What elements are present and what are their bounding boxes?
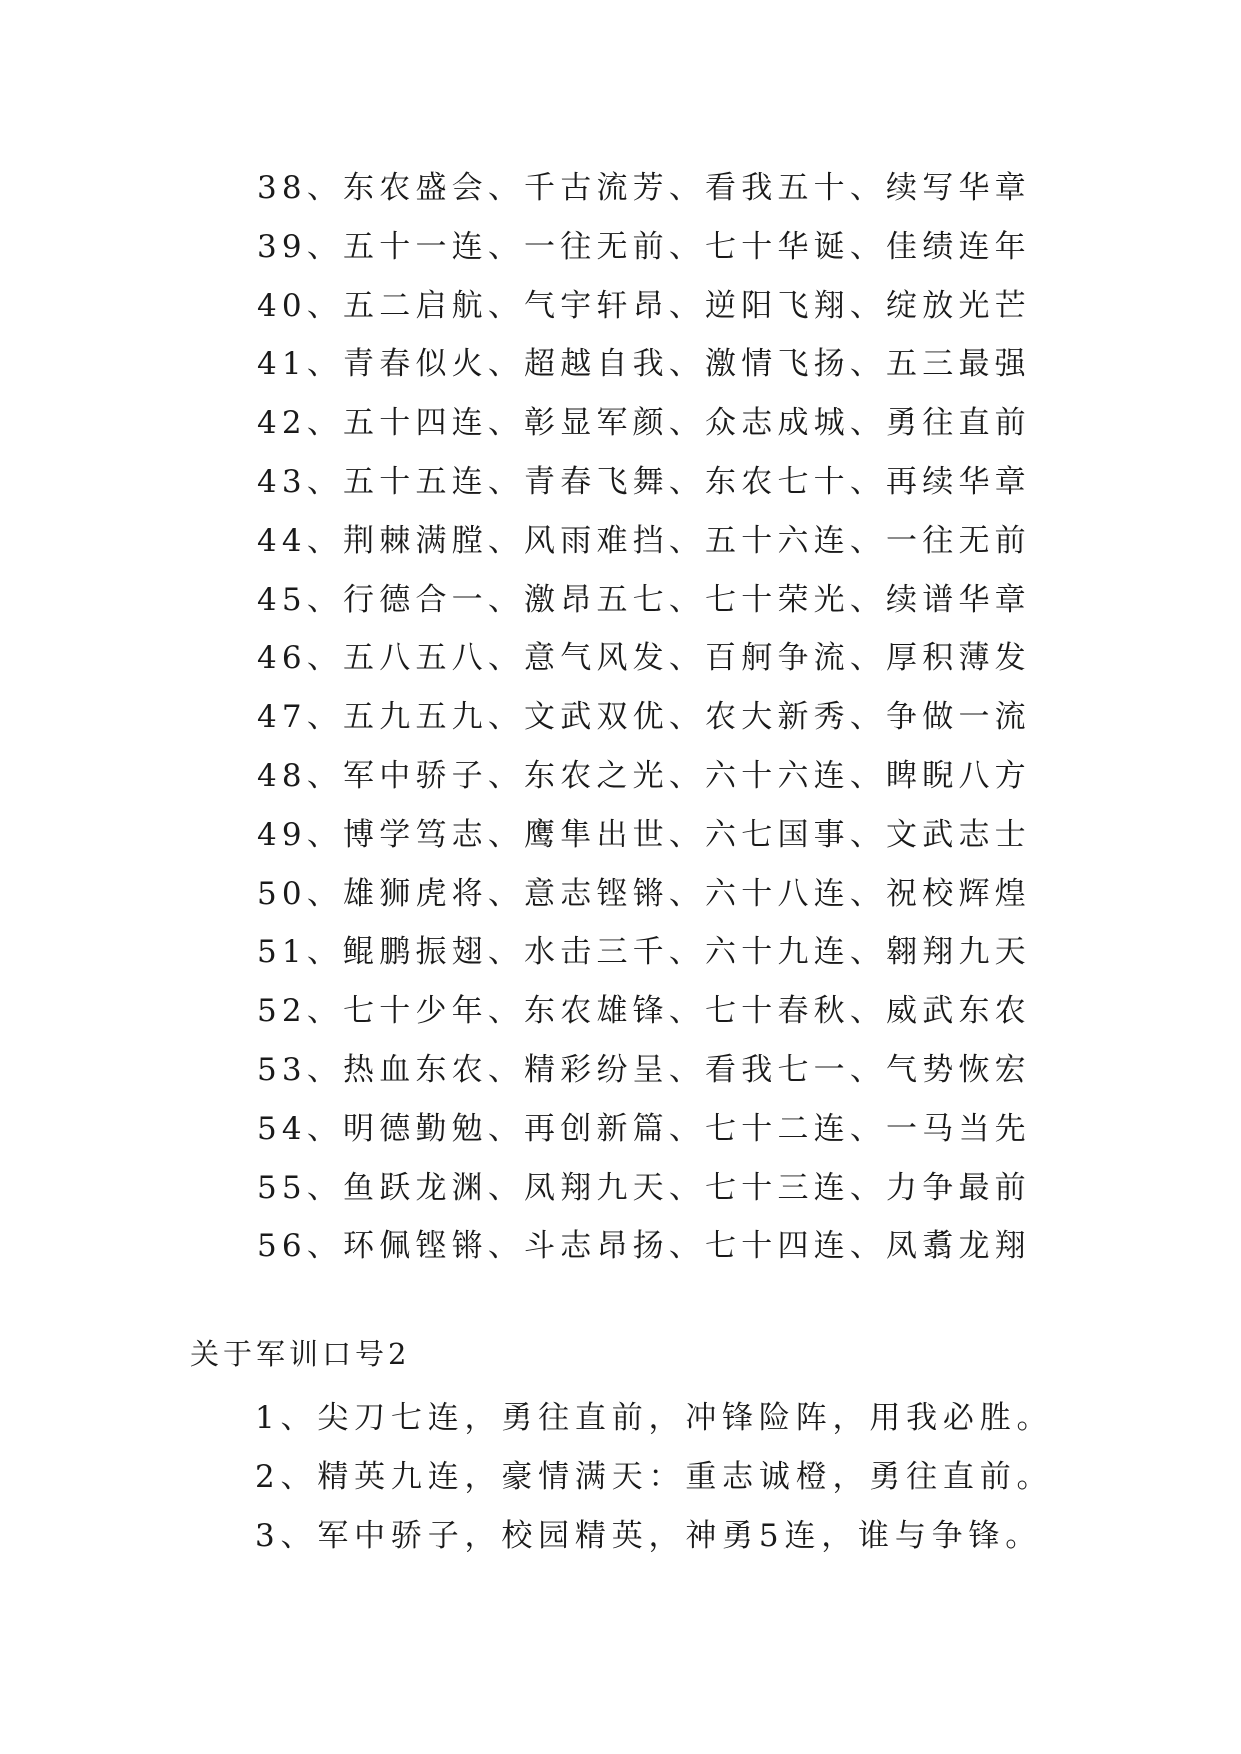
- list-item: 48、军中骄子、东农之光、六十六连、睥睨八方: [257, 757, 1031, 794]
- list-item: 46、五八五八、意气风发、百舸争流、厚积薄发: [257, 640, 1031, 677]
- list-item: 42、五十四连、彰显军颜、众志成城、勇往直前: [257, 405, 1031, 442]
- slogan-list-part2: [255, 1389, 1054, 1565]
- list-item: 55、鱼跃龙渊、凤翔九天、七十三连、力争最前: [257, 1169, 1031, 1206]
- list-item: 56、环佩铿锵、斗志昂扬、七十四连、凤翥龙翔: [257, 1228, 1031, 1265]
- list-item: 52、七十少年、东农雄锋、七十春秋、威武东农: [257, 993, 1031, 1030]
- list-item: 50、雄狮虎将、意志铿锵、六十八连、祝校辉煌: [257, 875, 1031, 912]
- list-item: 41、青春似火、超越自我、激情飞扬、五三最强: [257, 346, 1031, 383]
- list-item: 40、五二启航、气宇轩昂、逆阳飞翔、绽放光芒: [257, 287, 1031, 324]
- list-item: 45、行德合一、激昂五七、七十荣光、续谱华章: [257, 581, 1031, 618]
- list-item: 2、精英九连，豪情满天：重志诚橙，勇往直前。: [255, 1458, 1054, 1495]
- list-item: 53、热血东农、精彩纷呈、看我七一、气势恢宏: [257, 1051, 1031, 1088]
- section-heading: 关于军训口号2: [190, 1337, 411, 1371]
- list-item: 49、博学笃志、鹰隼出世、六七国事、文武志士: [257, 816, 1031, 853]
- list-item: 44、荆棘满膛、风雨难挡、五十六连、一往无前: [257, 522, 1031, 559]
- list-item: 54、明德勤勉、再创新篇、七十二连、一马当先: [257, 1110, 1031, 1147]
- list-item: 43、五十五连、青春飞舞、东农七十、再续华章: [257, 463, 1031, 500]
- list-item: 39、五十一连、一往无前、七十华诞、佳绩连年: [257, 228, 1031, 265]
- list-item: 38、东农盛会、千古流芳、看我五十、续写华章: [257, 170, 1031, 206]
- list-item: 47、五九五九、文武双优、农大新秀、争做一流: [257, 699, 1031, 736]
- list-item: 1、尖刀七连，勇往直前，冲锋险阵，用我必胜。: [255, 1400, 1054, 1436]
- list-item: 51、鲲鹏振翅、水击三千、六十九连、翱翔九天: [257, 934, 1031, 971]
- list-item: 3、军中骄子，校园精英，神勇5连，谁与争锋。: [255, 1517, 1043, 1554]
- slogan-list-part1: [257, 159, 1031, 1276]
